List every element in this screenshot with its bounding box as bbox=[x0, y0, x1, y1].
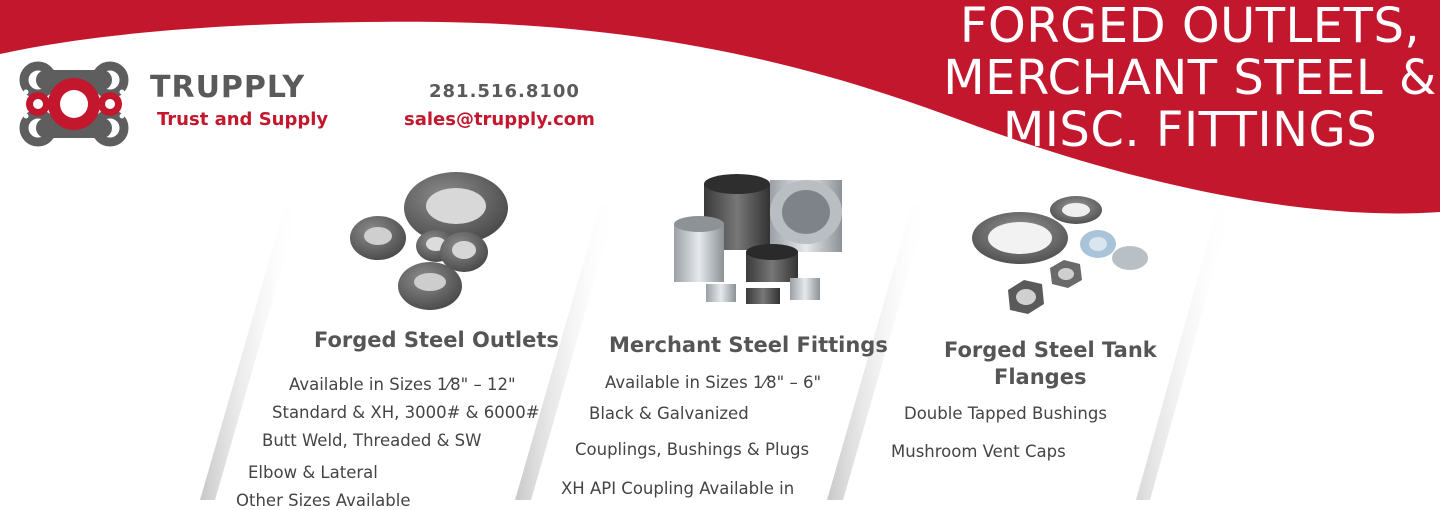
feature-elbow-lateral: Elbow & Lateral bbox=[248, 463, 378, 482]
trupply-logo-icon[interactable] bbox=[18, 58, 130, 150]
feature-ratings: Standard & XH, 3000# & 6000# bbox=[272, 403, 540, 422]
product-title-tank-flanges-line-2[interactable]: Flanges bbox=[994, 365, 1087, 389]
feature-vent-caps: Mushroom Vent Caps bbox=[891, 442, 1066, 461]
feature-finishes: Black & Galvanized bbox=[589, 404, 749, 423]
feature-types: Couplings, Bushings & Plugs bbox=[575, 440, 810, 459]
feature-sizes: Available in Sizes 1⁄8" – 6" bbox=[605, 373, 822, 392]
feature-sizes: Available in Sizes 1⁄8" – 12" bbox=[289, 375, 516, 394]
headline-line-3: MISC. FITTINGS bbox=[1002, 102, 1378, 158]
forged-outlets-photo[interactable] bbox=[348, 160, 516, 316]
card-1-shadow bbox=[200, 205, 300, 500]
product-title-tank-flanges-line-1[interactable]: Forged Steel Tank bbox=[944, 338, 1157, 362]
product-title-forged-outlets[interactable]: Forged Steel Outlets bbox=[314, 328, 559, 352]
feature-api-coupling: XH API Coupling Available in bbox=[561, 479, 795, 498]
page-headline bbox=[930, 0, 1440, 156]
brand-name: TRUPPLY bbox=[150, 70, 306, 105]
brand-tagline: Trust and Supply bbox=[157, 109, 329, 130]
feature-connections: Butt Weld, Threaded & SW bbox=[262, 431, 482, 450]
tank-flanges-photo[interactable] bbox=[968, 190, 1154, 324]
email-link[interactable]: sales@trupply.com bbox=[404, 109, 595, 130]
feature-other-sizes: Other Sizes Available bbox=[236, 491, 411, 510]
product-title-merchant-fittings[interactable]: Merchant Steel Fittings bbox=[609, 333, 888, 357]
headline-line-2: MERCHANT STEEL & bbox=[943, 50, 1437, 106]
phone-number-link[interactable]: 281.516.8100 bbox=[429, 81, 580, 102]
merchant-fittings-photo[interactable] bbox=[666, 172, 852, 312]
feature-bushings: Double Tapped Bushings bbox=[904, 404, 1107, 423]
headline-line-1: FORGED OUTLETS, bbox=[959, 0, 1421, 54]
